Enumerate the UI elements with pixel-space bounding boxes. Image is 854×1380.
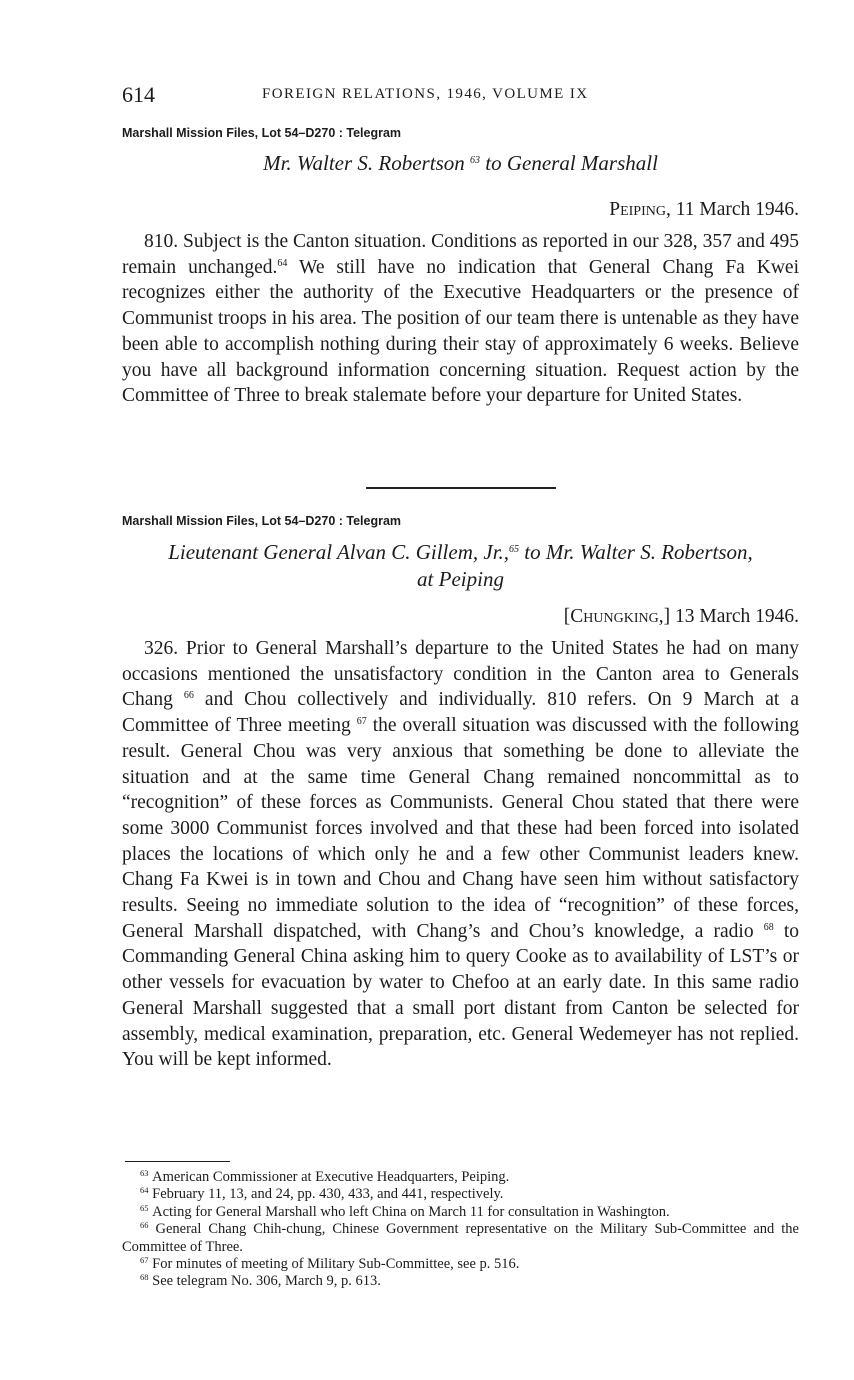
footnote-ref: 66 <box>183 690 194 702</box>
footnote-ref: 64 <box>277 257 288 269</box>
document-2-heading <box>122 539 799 593</box>
dateline-place: Chungking <box>570 606 659 627</box>
footnotes <box>122 1169 799 1291</box>
footnote <box>122 1204 799 1221</box>
dateline-date: ,] 13 March 1946. <box>658 606 799 627</box>
footnote-number: 63 <box>140 1168 149 1178</box>
footnote-text: February 11, 13, and 24, pp. 430, 433, and 441, respectively. <box>152 1186 504 1203</box>
section-divider <box>366 487 556 489</box>
document-1-dateline <box>609 199 799 221</box>
footnote <box>122 1273 799 1290</box>
running-header <box>122 82 799 108</box>
footnote <box>122 1221 799 1256</box>
body-text: the overall situation was discussed with the following result. General Chou was very anxious that something be done to alleviate the situation and at the same time General Chang remained noncommittal as to “recognition” of these forces as Communists. General Chou stated that there were some 3000 Communist forces involved and that these had been forced into isolated places the locations of which only he and a few other Communist leaders knew. Chang Fa Kwei is in town and Chou and Chang have seen him without satisfactory results. Seeing no immediate solution to the idea of “recognition” of these forces, General Marshall dispatched, with Chang’s and Chou’s knowledge, a radio <box>122 715 800 942</box>
footnote-number: 65 <box>140 1202 149 1213</box>
body-text: We still have no indication that General Chang Fa Kwei recognizes either the authority of the Executive Headquarters or the presence of Communist troops in his area. The position of our team there is untenable as they have been able to accomplish nothing during their stay of approximately 6 weeks. Believe you have all background information concerning situation. Request action by the Committee of Three to break stalemate before your departure for United States. <box>122 256 800 407</box>
document-1-source: Marshall Mission Files, Lot 54–D270 : Telegram <box>122 126 402 140</box>
footnote-number: 68 <box>140 1272 149 1283</box>
body-text: and Chou collectively and individually. 810 refers. On 9 March at a Committee of Three meeting <box>122 689 799 737</box>
dateline-bracket: [ <box>563 606 571 627</box>
footnote-ref: 63 <box>470 155 480 166</box>
dateline-date: , 11 March 1946. <box>665 199 799 220</box>
running-title: FOREIGN RELATIONS, 1946, VOLUME IX <box>262 86 589 102</box>
heading-sender: Mr. Walter S. Robertson <box>263 151 465 175</box>
footnote-divider <box>125 1161 230 1162</box>
footnote-text: Acting for General Marshall who left China on March 11 for consultation in Washington. <box>152 1203 670 1220</box>
document-2-dateline <box>564 606 799 628</box>
footnote <box>122 1186 799 1203</box>
footnote-ref: 67 <box>356 716 367 728</box>
footnote-text: See telegram No. 306, March 9, p. 613. <box>152 1273 381 1290</box>
footnote-number: 64 <box>140 1185 149 1196</box>
document-1-heading <box>122 150 799 177</box>
document-1-body <box>122 229 799 409</box>
footnote-text: For minutes of meeting of Military Sub-Committee, see p. 516. <box>152 1256 520 1273</box>
body-text: 326. Prior to General Marshall’s departure to the United States he had on many occasions mentioned the unsatisfactory condition in the Canton area to Generals Chang <box>122 638 799 711</box>
heading-sender: Lieutenant General Alvan C. Gillem, Jr., <box>168 540 510 564</box>
footnote <box>122 1256 799 1273</box>
footnote-text: General Chang Chih-chung, Chinese Government representative on the Military Sub-Committee and the Committee of Three. <box>122 1221 799 1255</box>
footnote-number: 66 <box>140 1220 149 1231</box>
footnote-number: 67 <box>140 1255 149 1266</box>
footnote-ref: 68 <box>763 921 774 933</box>
footnote-ref: 65 <box>509 544 520 555</box>
body-text: 810. Subject is the Canton situation. Conditions as reported in our 328, 357 and 495 remain unchanged. <box>122 231 799 278</box>
document-2-body <box>122 636 799 1073</box>
document-2-source: Marshall Mission Files, Lot 54–D270 : Telegram <box>122 514 402 528</box>
footnote-text: American Commissioner at Executive Headquarters, Peiping. <box>152 1169 510 1185</box>
page-number: 614 <box>122 82 155 107</box>
heading-recipient: to Mr. Walter S. Robertson, <box>524 540 753 564</box>
body-text: to Commanding General China asking him to query Cooke as to availability of LST’s or other vessels for evacuation by water to Chefoo at an early date. In this same radio General Marshall suggested that a small port distant from Canton be selected for assembly, medical examination, preparation, etc. General Wedemeyer has not replied. You will be kept informed. <box>122 920 799 1071</box>
heading-location: at Peiping <box>417 567 504 591</box>
footnote <box>122 1169 799 1186</box>
heading-recipient: to General Marshall <box>485 151 658 175</box>
dateline-place: Peiping <box>609 199 666 220</box>
